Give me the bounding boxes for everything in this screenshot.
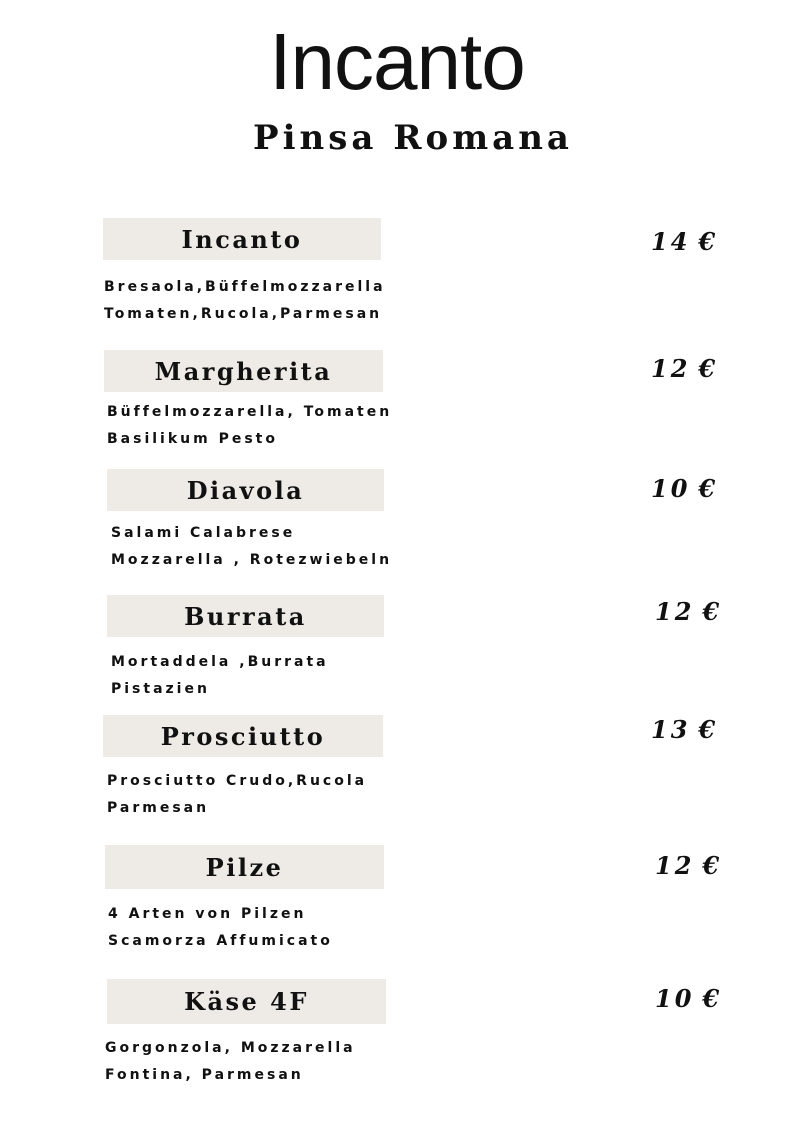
menu-item-pilze [0,845,794,969]
price-value: 12 [651,354,691,383]
menu-item-name: Diavola [107,469,384,511]
menu-item-description [107,399,392,453]
menu-item-prosciutto [0,715,794,839]
price-value: 14 [651,227,691,256]
menu-item-incanto [0,218,794,342]
menu-item-price [655,851,722,881]
menu-item-name: Käse 4F [107,979,386,1024]
menu-title: Incanto [269,17,525,106]
menu-item-price [655,984,722,1014]
currency-symbol: € [698,474,719,503]
description-line: Scamorza Affumicato [108,933,333,949]
menu-item-name: Pilze [105,845,384,889]
menu-item-description [104,274,386,328]
menu-item-kaese-4f [0,979,794,1103]
menu-item-price [651,474,718,504]
menu-item-price [651,354,718,384]
currency-symbol: € [698,354,719,383]
description-line: Pistazien [111,681,210,697]
price-value: 12 [655,851,695,880]
menu-item-name: Incanto [103,218,381,260]
currency-symbol: € [698,715,719,744]
currency-symbol: € [702,851,723,880]
price-value: 13 [651,715,691,744]
menu-item-name: Prosciutto [103,715,383,757]
menu-item-description [108,901,333,955]
description-line: 4 Arten von Pilzen [108,906,307,922]
menu-item-description [111,520,392,574]
description-line: Tomaten,Rucola,Parmesan [104,306,383,322]
price-value: 10 [651,474,691,503]
menu-item-price [655,597,722,627]
menu-item-price [651,715,718,745]
currency-symbol: € [702,984,723,1013]
menu-subtitle: Pinsa Romana [253,118,573,158]
description-line: Fontina, Parmesan [105,1067,304,1083]
menu-item-name: Burrata [107,595,384,637]
menu-item-description [107,768,367,822]
price-value: 10 [655,984,695,1013]
menu-item-price [651,227,718,257]
menu-item-burrata [0,595,794,719]
description-line: Basilikum Pesto [107,431,278,447]
menu-item-diavola [0,469,794,593]
description-line: Büffelmozzarella, Tomaten [107,404,393,420]
menu-item-description [111,649,329,703]
menu-item-description [105,1035,356,1089]
menu-item-margherita [0,350,794,474]
price-value: 12 [655,597,695,626]
description-line: Prosciutto Crudo,Rucola [107,773,368,789]
currency-symbol: € [702,597,723,626]
menu-item-name: Margherita [104,350,383,392]
description-line: Mozzarella , Rotezwiebeln [111,552,393,568]
description-line: Bresaola,Büffelmozzarella [104,279,386,295]
currency-symbol: € [698,227,719,256]
description-line: Salami Calabrese [111,525,296,541]
description-line: Mortaddela ,Burrata [111,654,329,670]
description-line: Gorgonzola, Mozzarella [105,1040,356,1056]
description-line: Parmesan [107,800,210,816]
